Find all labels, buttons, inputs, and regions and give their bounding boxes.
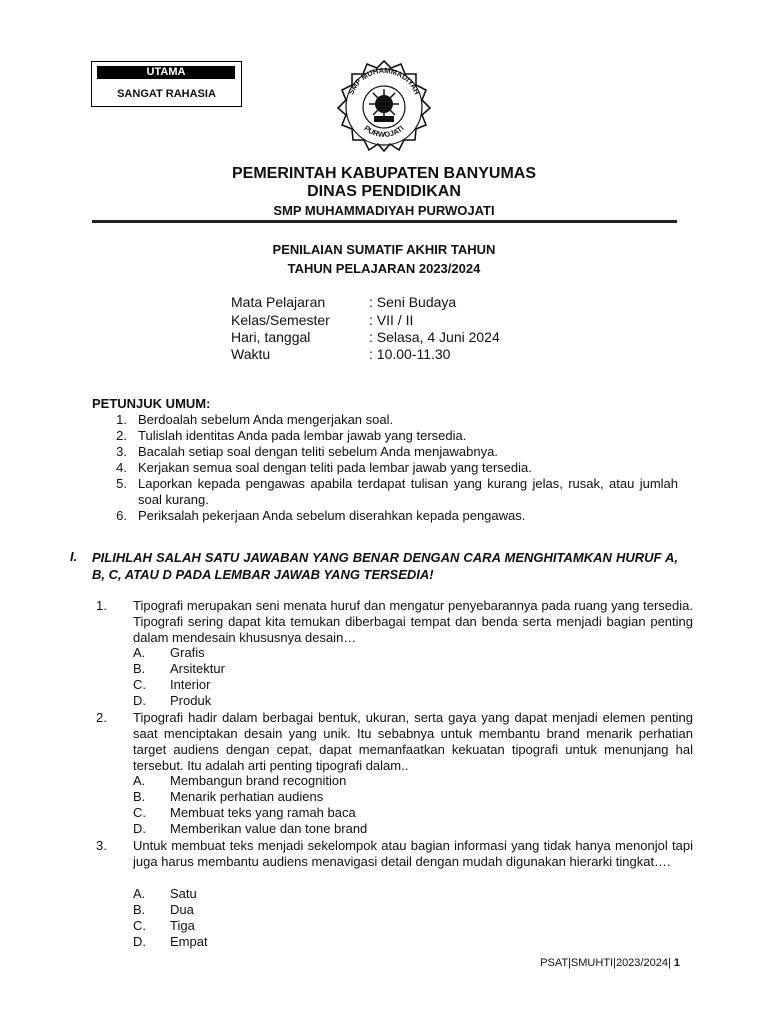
section-number: I. bbox=[70, 549, 78, 564]
option-letter: C. bbox=[133, 918, 146, 933]
option-letter: D. bbox=[133, 934, 146, 949]
header-divider bbox=[92, 220, 677, 223]
option-text: Memberikan value dan tone brand bbox=[170, 821, 368, 836]
info-value-subject: : Seni Budaya bbox=[369, 294, 457, 310]
instruction-number: 3. bbox=[116, 444, 127, 459]
badge-bottom-label: SANGAT RAHASIA bbox=[117, 88, 216, 100]
classification-badge bbox=[91, 61, 242, 107]
sun-emblem-icon bbox=[369, 89, 399, 122]
question-number: 2. bbox=[96, 710, 107, 725]
option-text: Satu bbox=[170, 886, 197, 901]
section-instruction: PILIHLAH SALAH SATU JAWABAN YANG BENAR DENGAN CARA MENGHITAMKAN HURUF A, B, C, ATAU D PADA LEMBAR JAWAB YANG TERSEDIA! bbox=[92, 550, 678, 582]
option-letter: C. bbox=[133, 677, 146, 692]
instruction-number: 5. bbox=[116, 476, 127, 491]
instruction-number: 4. bbox=[116, 460, 127, 475]
option-letter: B. bbox=[133, 661, 146, 676]
option-text: Empat bbox=[170, 934, 208, 949]
option-letter: D. bbox=[133, 821, 146, 836]
option-text: Dua bbox=[170, 902, 194, 917]
option-letter: A. bbox=[133, 773, 146, 788]
logo-top-text: SMP MUHAMMADIYAH bbox=[346, 65, 422, 96]
instruction-number: 2. bbox=[116, 428, 127, 443]
instruction-number: 6. bbox=[116, 508, 127, 523]
info-value-date: : Selasa, 4 Juni 2024 bbox=[369, 329, 500, 345]
info-label-date: Hari, tanggal bbox=[231, 329, 311, 345]
question-number: 1. bbox=[96, 598, 107, 613]
option-letter: A. bbox=[133, 645, 146, 660]
option-letter: B. bbox=[133, 902, 146, 917]
exam-title: PENILAIAN SUMATIF AKHIR TAHUN bbox=[272, 242, 496, 257]
question-number: 3. bbox=[96, 838, 107, 853]
school-logo bbox=[331, 58, 437, 154]
instruction-item: Bacalah setiap soal dengan teliti sebelum Anda menjawabnya. bbox=[138, 444, 498, 459]
info-value-class: : VII / II bbox=[369, 312, 414, 328]
question-text: Tipografi hadir dalam berbagai bentuk, ukuran, serta gaya yang dapat menjadi elemen penting saat menciptakan desain yang unik. Itu sebabnya untuk membantu brand menarik perhatian target audiens dengan cepat, dapat memanfaatkan kekuatan tipografi untuk menunjang hal tersebut. Itu adalah arti penting tipografi dalam.. bbox=[133, 710, 693, 773]
option-text: Produk bbox=[170, 693, 212, 708]
header-government: PEMERINTAH KABUPATEN BANYUMAS bbox=[232, 165, 536, 182]
header-school: SMP MUHAMMADIYAH PURWOJATI bbox=[273, 203, 495, 218]
instruction-number: 1. bbox=[116, 412, 127, 427]
option-text: Membuat teks yang ramah baca bbox=[170, 805, 356, 820]
instruction-item: Tulislah identitas Anda pada lembar jawab yang tersedia. bbox=[138, 428, 467, 443]
exam-year: TAHUN PELAJARAN 2023/2024 bbox=[287, 261, 481, 276]
option-text: Membangun brand recognition bbox=[170, 773, 347, 788]
option-letter: A. bbox=[133, 886, 146, 901]
info-value-time: : 10.00-11.30 bbox=[369, 346, 451, 362]
option-text: Arsitektur bbox=[170, 661, 225, 676]
question-text: Untuk membuat teks menjadi sekelompok atau bagian informasi yang tidak hanya menonjol tapi juga harus membantu audiens menavigasi detail dengan mudah digunakan hierarki tingkat…. bbox=[133, 838, 693, 869]
page-footer bbox=[500, 957, 680, 969]
info-label-subject: Mata Pelajaran bbox=[231, 294, 326, 310]
info-label-time: Waktu bbox=[231, 346, 271, 362]
option-letter: C. bbox=[133, 805, 146, 820]
badge-top-label: UTAMA bbox=[97, 66, 235, 79]
option-text: Tiga bbox=[170, 918, 195, 933]
header-department: DINAS PENDIDIKAN bbox=[307, 183, 461, 200]
option-letter: D. bbox=[133, 693, 146, 708]
page-number: 1 bbox=[673, 957, 680, 969]
instruction-item: Kerjakan semua soal dengan teliti pada lembar jawab yang tersedia. bbox=[138, 460, 532, 475]
question-text: Tipografi merupakan seni menata huruf dan mengatur penyebarannya pada ruang yang tersedia. Tipografi sering dapat kita temukan diberbagai tempat dan benda serta menjadi bagian penting dalam mendesain khususnya desain… bbox=[133, 598, 693, 645]
svg-text:PURWOJATI bbox=[362, 124, 405, 140]
instructions-title: PETUNJUK UMUM: bbox=[92, 396, 211, 411]
logo-bottom-text: PURWOJATI bbox=[362, 123, 406, 140]
instruction-item: Berdoalah sebelum Anda mengerjakan soal. bbox=[138, 412, 394, 427]
instruction-item: Periksalah pekerjaan Anda sebelum diserahkan kepada pengawas. bbox=[138, 508, 526, 523]
option-text: Grafis bbox=[170, 645, 205, 660]
option-text: Interior bbox=[170, 677, 211, 692]
footer-code: PSAT|SMUHTI|2023/2024| bbox=[540, 957, 671, 969]
instruction-item: Laporkan kepada pengawas apabila terdapat tulisan yang kurang jelas, rusak, atau jumlah soal kurang. bbox=[138, 476, 678, 507]
option-letter: B. bbox=[133, 789, 146, 804]
info-label-class: Kelas/Semester bbox=[231, 312, 330, 328]
option-text: Menarik perhatian audiens bbox=[170, 789, 324, 804]
